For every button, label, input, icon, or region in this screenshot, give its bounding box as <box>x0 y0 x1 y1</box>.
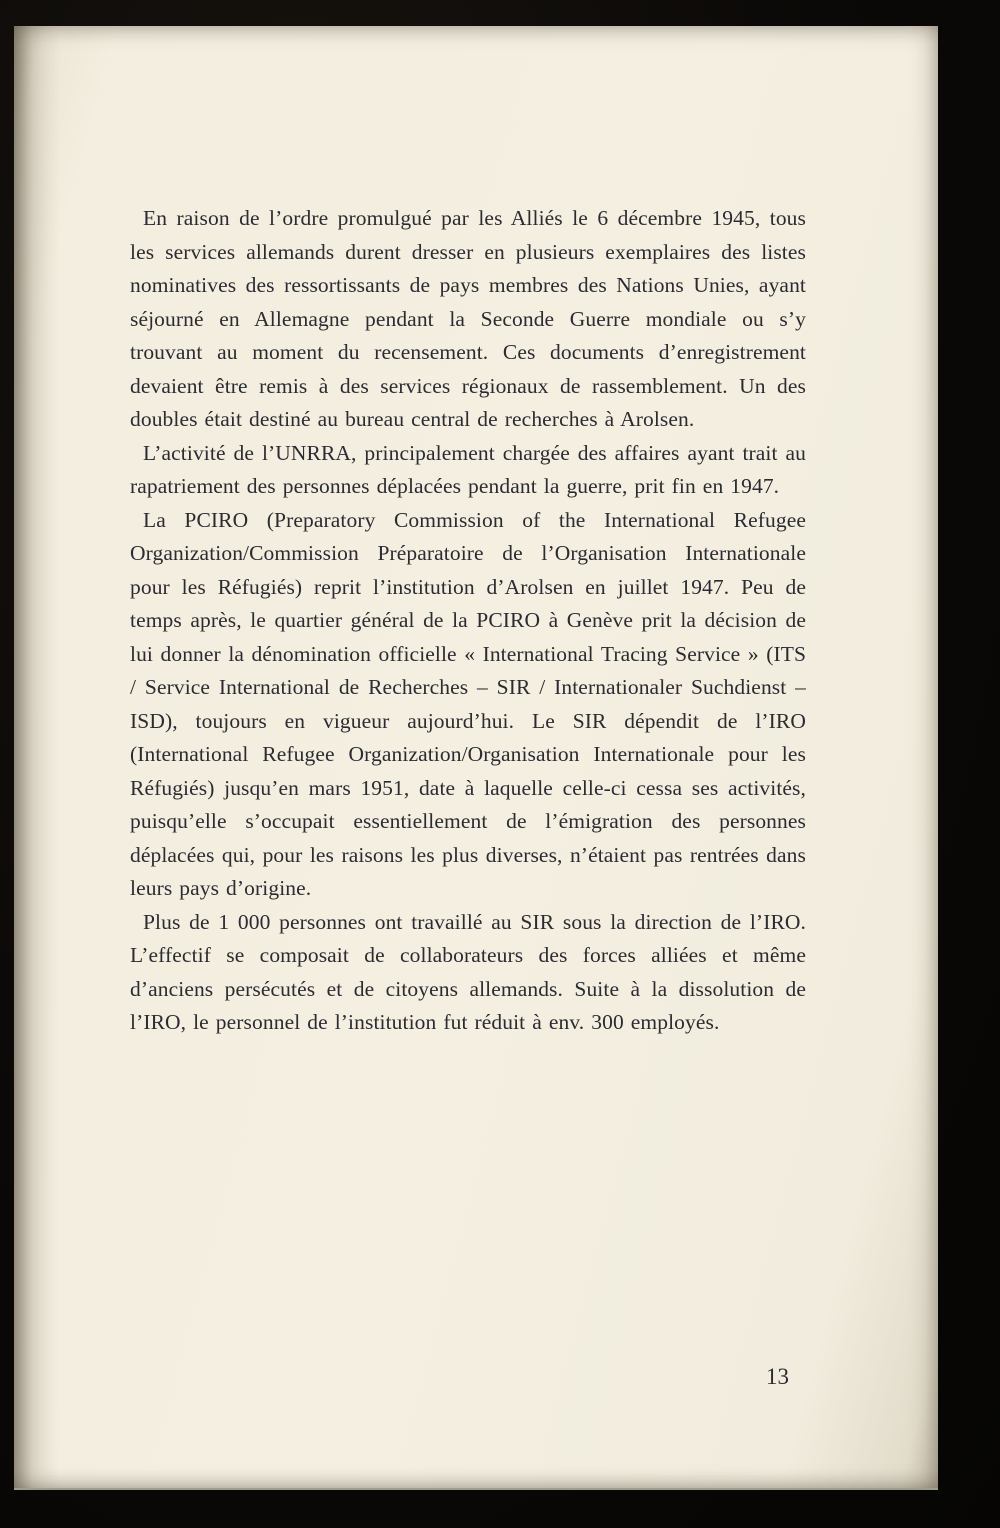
paragraph-4: Plus de 1 000 personnes ont travaillé au SIR sous la direction de l’IRO. L’effectif se composait de collaborateurs des forces alliées et même d’anciens persécutés et de citoyens allemands. Suite à la dissolution de l’IRO, le personnel de l’institution fut réduit à env. 300 employés. <box>130 909 806 1034</box>
book-page <box>14 26 938 1490</box>
paragraph-3: La PCIRO (Preparatory Commission of the International Refugee Organization/Commission Préparatoire de l’Organisation Internationale pour les Réfugiés) reprit l’institution d’Arolsen en juillet 1947. Peu de temps après, le quartier général de la PCIRO à Genève prit la décision de lui donner la dénomination officielle « International Tracing Service » (ITS / Service International de Recherches – SIR / Internationaler Suchdienst – ISD), toujours en vigueur aujourd’hui. Le SIR dépendit de l’IRO (International Refugee Organization/Organisation Internationale pour les Réfugiés) jusqu’en mars 1951, date à laquelle celle-ci cessa ses activités, puisqu’elle s’occupait essentiellement de l’émigration des personnes déplacées qui, pour les raisons les plus diverses, n’étaient pas rentrées dans leurs pays d’origine. <box>130 507 806 900</box>
paragraph-2: L’activité de l’UNRRA, principalement chargée des affaires ayant trait au rapatriement des personnes déplacées pendant la guerre, prit fin en 1947. <box>130 440 806 498</box>
binding-shadow <box>14 26 60 1488</box>
page-text <box>130 202 806 1040</box>
page-number: 13 <box>766 1364 789 1389</box>
paragraph-1: En raison de l’ordre promulgué par les Alliés le 6 décembre 1945, tous les services allemands durent dresser en plusieurs exemplaires des listes nominatives des ressortissants de pays membres des Nations Unies, ayant séjourné en Allemagne pendant la Seconde Guerre mondiale ou s’y trouvant au moment du recensement. Ces documents d’enregistrement devaient être remis à des services régionaux de rassemblement. Un des doubles était destiné au bureau central de recherches à Arolsen. <box>130 206 806 431</box>
